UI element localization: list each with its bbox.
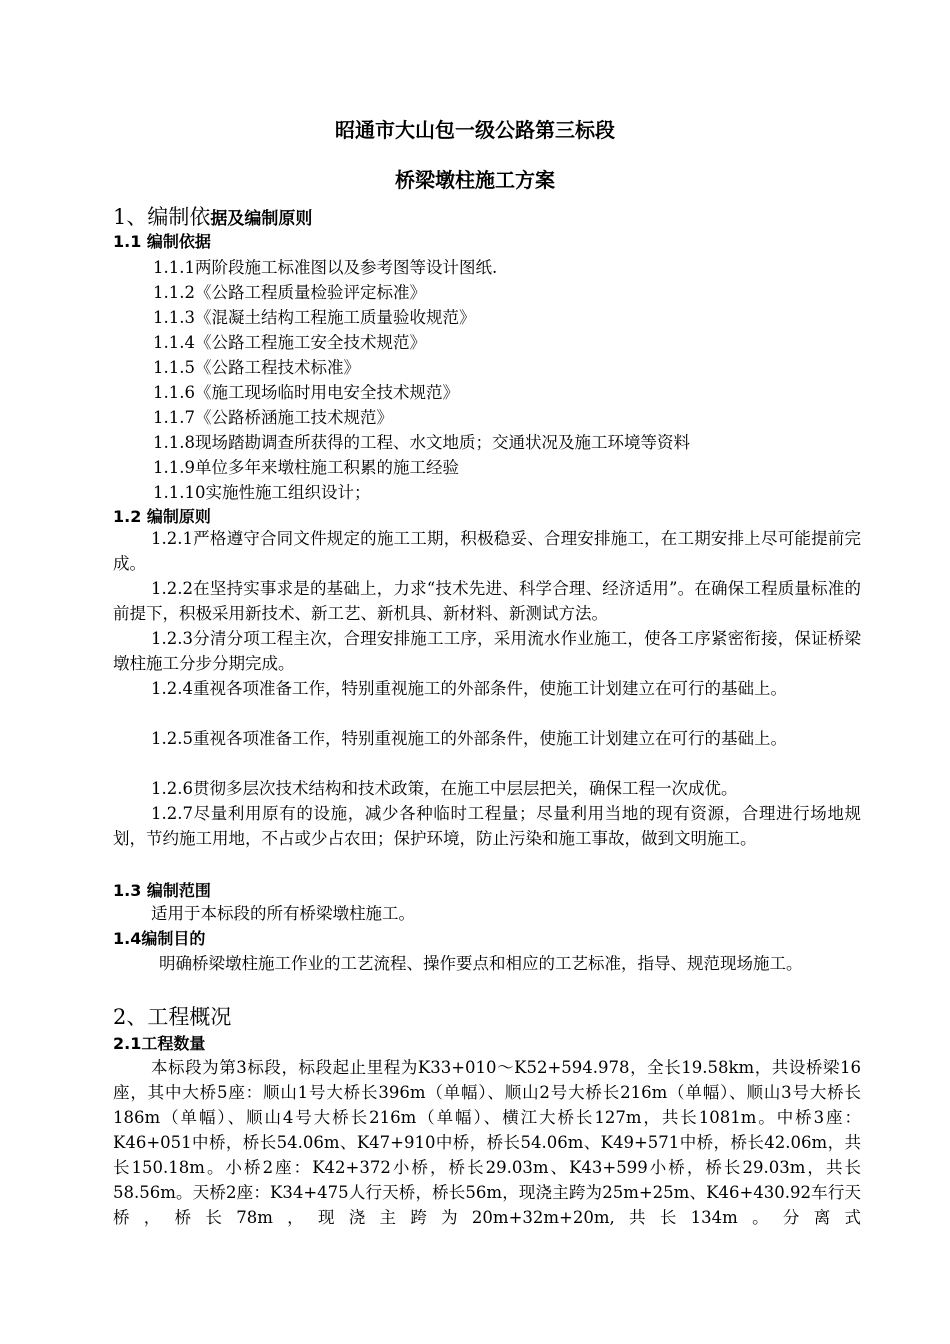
basis-item: 1.1.9单位多年来墩柱施工积累的施工经验	[153, 458, 459, 477]
principle-paragraph: 1.2.5重视各项准备工作，特别重视施工的外部条件，使施工计划建立在可行的基础上。	[151, 729, 787, 748]
section-1-number: 1、编制依	[113, 205, 211, 229]
scope-paragraph: 适用于本标段的所有桥梁墩柱施工。	[151, 904, 415, 923]
principle-paragraph: 1.2.1严格遵守合同文件规定的施工工期，积极稳妥、合理安排施工，在工期安排上尽可能提前完成。	[113, 529, 861, 573]
principle-paragraph: 1.2.7尽量利用原有的设施，减少各种临时工程量；尽量利用当地的现有资源，合理进行场地规划，节约施工用地，不占或少占农田；保护环境，防止污染和施工事故，做到文明施工。	[113, 804, 861, 848]
basis-item: 1.1.3《混凝土结构工程施工质量验收规范》	[153, 308, 476, 327]
basis-item: 1.1.7《公路桥涵施工技术规范》	[153, 408, 393, 427]
quantity-paragraph: 本标段为第3标段，标段起止里程为K33+010～K52+594.978，全长19.58km，共设桥梁16座，其中大桥5座：顺山1号大桥长396m（单幅）、顺山2号大桥长216m（单幅）、顺山3号大桥长186m（单幅）、顺山4号大桥长216m（单幅）、横江大桥长127m，共长1081m。中桥3座：K46+051中桥，桥长54.06m、K47+910中桥，桥长54.06m、K49+571中桥，桥长42.06m，共长150.18m。小桥2座：K42+372小桥，桥长29.03m、K43+599小桥，桥长29.03m，共长58.56m。天桥2座：K34+475人行天桥，桥长56m，现浇主跨为25m+25m、K46+430.92车行天桥，桥长78m，现浇主跨为20m+32m+20m,共长134m。分离式	[113, 1058, 861, 1227]
principle-paragraph: 1.2.6贯彻多层次技术结构和技术政策，在施工中层层把关，确保工程一次成优。	[151, 779, 738, 798]
section-1-heading	[113, 201, 312, 231]
basis-item: 1.1.2《公路工程质量检验评定标准》	[153, 283, 426, 302]
basis-item: 1.1.10实施性施工组织设计；	[153, 483, 371, 502]
basis-item: 1.1.5《公路工程技术标准》	[153, 358, 360, 377]
principle-paragraph: 1.2.2在坚持实事求是的基础上，力求“技术先进、科学合理、经济适用”。在确保工程质量标准的前提下，积极采用新技术、新工艺、新机具、新材料、新测试方法。	[113, 579, 861, 623]
principle-paragraph: 1.2.4重视各项准备工作，特别重视施工的外部条件，使施工计划建立在可行的基础上。	[151, 679, 787, 698]
basis-item: 1.1.8现场踏勘调查所获得的工程、水文地质；交通状况及施工环境等资料	[153, 433, 690, 452]
basis-item: 1.1.1两阶段施工标准图以及参考图等设计图纸.	[153, 258, 498, 277]
basis-item: 1.1.6《施工现场临时用电安全技术规范》	[153, 383, 459, 402]
document-title: 昭通市大山包一级公路第三标段	[335, 118, 615, 142]
principle-paragraph: 1.2.3分清分项工程主次，合理安排施工工序，采用流水作业施工，使各工序紧密衔接，保证桥梁墩柱施工分步分期完成。	[113, 629, 861, 673]
purpose-paragraph: 明确桥梁墩柱施工作业的工艺流程、操作要点和相应的工艺标准，指导、规范现场施工。	[159, 954, 803, 973]
section-2-heading: 2、工程概况	[113, 1005, 232, 1029]
subsection-1-3-heading: 1.3 编制范围	[113, 881, 211, 900]
section-1-title: 据及编制原则	[210, 209, 313, 229]
basis-item: 1.1.4《公路工程施工安全技术规范》	[153, 333, 426, 352]
subsection-1-2-heading: 1.2 编制原则	[113, 507, 211, 526]
document-subtitle: 桥梁墩柱施工方案	[395, 168, 555, 192]
subsection-1-1-heading: 1.1 编制依据	[113, 232, 211, 251]
subsection-1-4-heading: 1.4编制目的	[113, 929, 206, 948]
subsection-2-1-heading: 2.1工程数量	[113, 1034, 206, 1053]
